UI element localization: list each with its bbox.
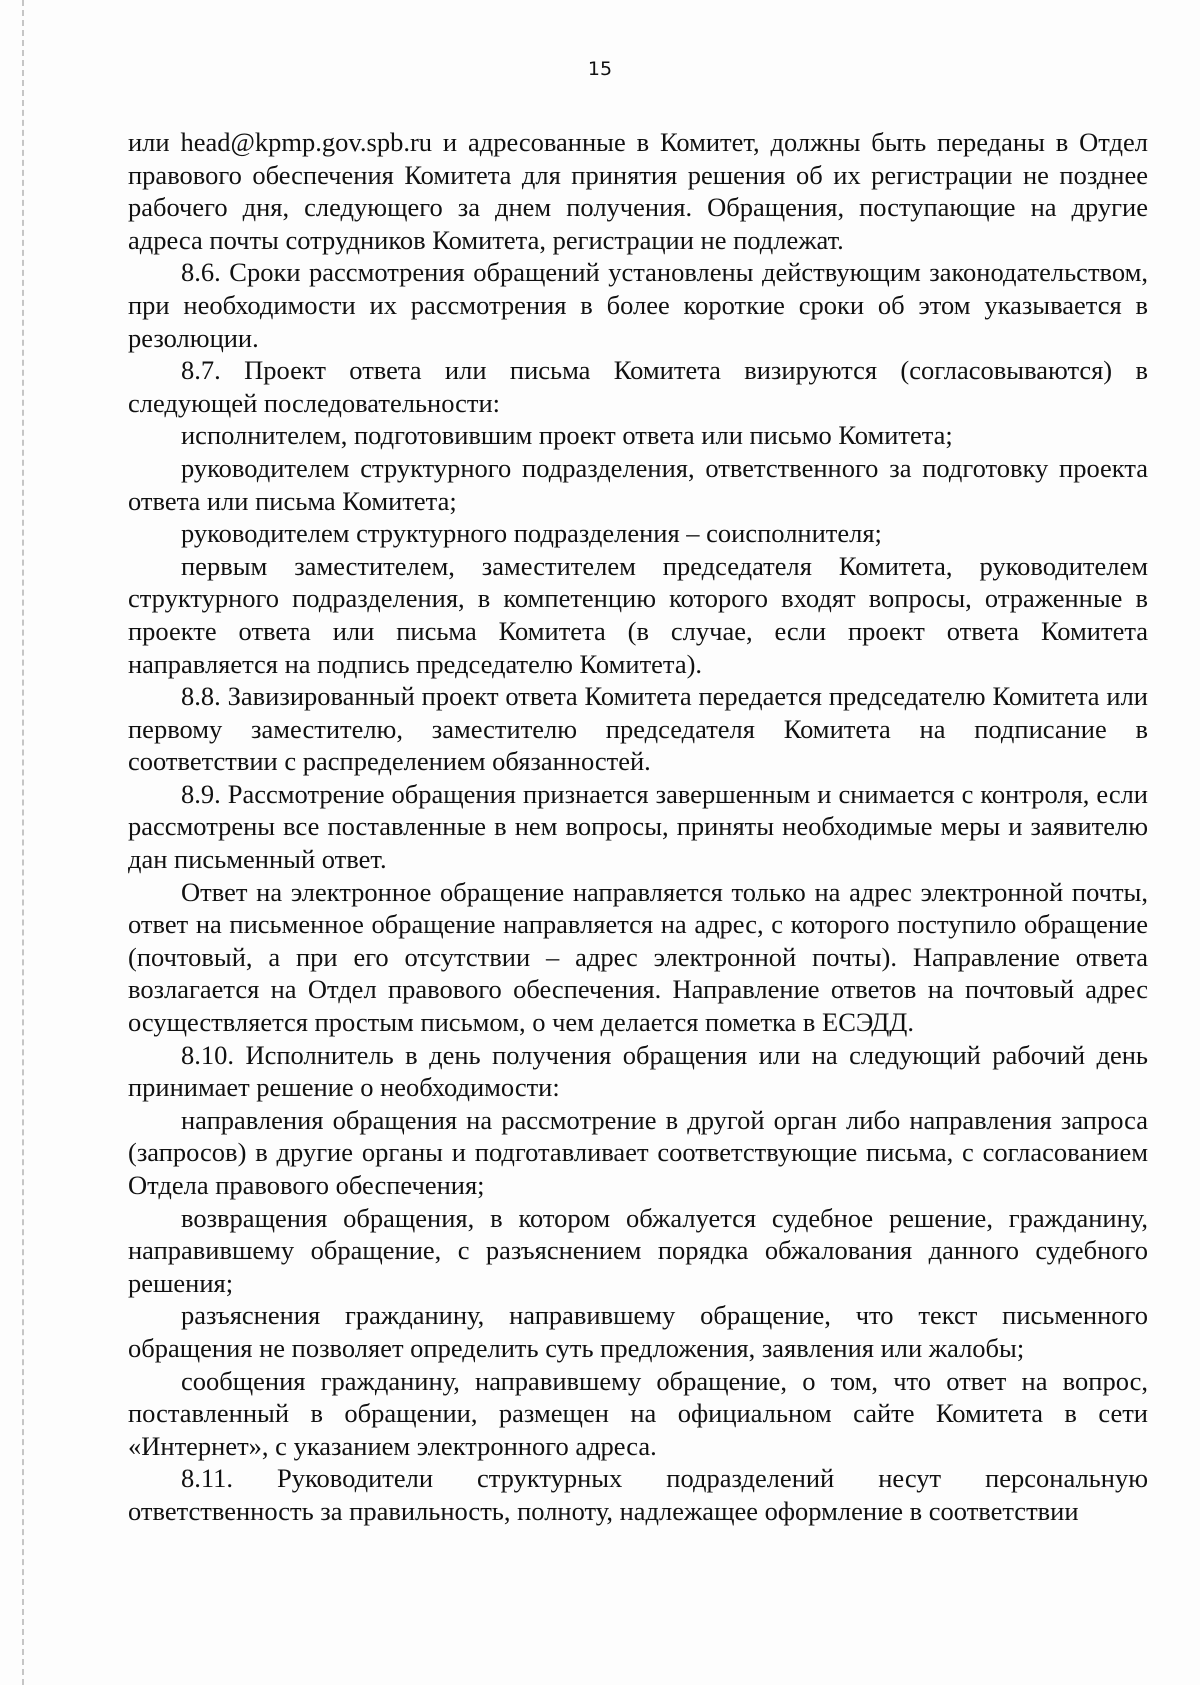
paragraph: 8.11. Руководители структурных подразделений несут персональную ответственность за правильность, полноту, надлежащее оформление в соответствии bbox=[128, 1463, 1148, 1526]
paragraph: руководителем структурного подразделения, ответственного за подготовку проекта ответа или письма Комитета; bbox=[128, 452, 1148, 516]
document-body bbox=[128, 126, 1148, 1528]
paragraph: 8.6. Сроки рассмотрения обращений установлены действующим законодательством, при необходимости их рассмотрения в более короткие сроки об этом указывается в резолюции. bbox=[128, 257, 1148, 353]
paragraph: первым заместителем, заместителем председателя Комитета, руководителем структурного подразделения, в компетенцию которого входят вопросы, отраженные в проекте ответа или письма Комитета (в случае, если проект ответа Комитета направляется на подпись председателю Комитета). bbox=[128, 550, 1148, 679]
paragraph: исполнителем, подготовившим проект ответа или письмо Комитета; bbox=[181, 420, 953, 451]
page-number: 15 bbox=[587, 58, 613, 80]
paragraph: 8.9. Рассмотрение обращения признается завершенным и снимается с контроля, если рассмотрены все поставленные в нем вопросы, приняты необходимые меры и заявителю дан письменный ответ. bbox=[128, 778, 1148, 875]
scan-edge-line bbox=[22, 0, 24, 1685]
paragraph: или head@kpmp.gov.spb.ru и адресованные в Комитет, должны быть переданы в Отдел правового обеспечения Комитета для принятия решения об их регистрации не позднее рабочего дня, следующего за днем получения. Обращения, поступающие на другие адреса почты сотрудников Комитета, регистрации не подлежат. bbox=[128, 127, 1148, 255]
paragraph: 8.7. Проект ответа или письма Комитета визируются (согласовываются) в следующей последовательности: bbox=[128, 355, 1148, 418]
paragraph: сообщения гражданину, направившему обращение, о том, что ответ на вопрос, поставленный в обращении, размещен на официальном сайте Комитета в сети «Интернет», с указанием электронного адреса. bbox=[128, 1365, 1148, 1461]
paragraph: 8.10. Исполнитель в день получения обращения или на следующий рабочий день принимает решение о необходимости: bbox=[128, 1039, 1148, 1103]
paragraph: направления обращения на рассмотрение в другой орган либо направления запроса (запросов) в другие органы и подготавливает соответствующие письма, с согласованием Отдела правового обеспечения; bbox=[128, 1104, 1148, 1200]
paragraph: возвращения обращения, в котором обжалуется судебное решение, гражданину, направившему обращение, с разъяснением порядка обжалования данного судебного решения; bbox=[128, 1202, 1148, 1298]
paragraph: разъяснения гражданину, направившему обращение, что текст письменного обращения не позволяет определить суть предложения, заявления или жалобы; bbox=[128, 1300, 1148, 1363]
paragraph: 8.8. Завизированный проект ответа Комитета передается председателю Комитета или первому заместителю, заместителю председателя Комитета на подписание в соответствии с распределением обязанностей. bbox=[128, 681, 1148, 777]
paragraph: руководителем структурного подразделения – соисполнителя; bbox=[181, 518, 882, 549]
paragraph: Ответ на электронное обращение направляется только на адрес электронной почты, ответ на письменное обращение направляется на адрес, с которого поступило обращение (почтовый, а при его отсутствии – адрес электронной почты). Направление ответа возлагается на Отдел правового обеспечения. Направление ответов на почтовый адрес осуществляется простым письмом, о чем делается пометка в ЕСЭДД. bbox=[128, 876, 1148, 1038]
